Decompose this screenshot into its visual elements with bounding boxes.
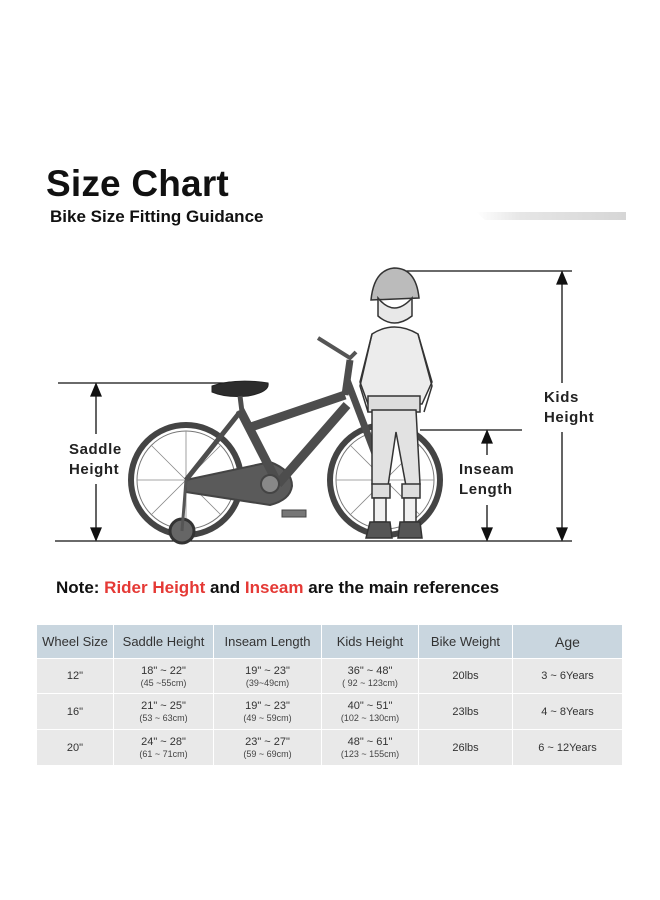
saddle-cm: (61 ~ 71cm) xyxy=(139,749,188,759)
note-rider-height: Rider Height xyxy=(104,578,206,597)
cell-kids xyxy=(322,730,419,766)
table-header-row xyxy=(37,625,623,659)
cell-inseam xyxy=(214,730,322,766)
kids-cm: (102 ~ 130cm) xyxy=(340,713,400,723)
saddle-cm: (45 ~55cm) xyxy=(140,677,187,688)
kids-cm: ( 92 ~ 123cm) xyxy=(342,677,398,688)
cell-kids xyxy=(322,659,419,694)
kids-cm: (123 ~ 155cm) xyxy=(340,749,400,759)
cell-weight: 20lbs xyxy=(419,659,513,694)
header-wheel-size: Wheel Size xyxy=(37,625,114,659)
kids-inches: 48" ~ 61" xyxy=(347,736,393,748)
table-row xyxy=(37,694,623,730)
cell-saddle xyxy=(114,694,214,730)
cell-inseam xyxy=(214,659,322,694)
cell-saddle xyxy=(114,659,214,694)
cell-saddle xyxy=(114,730,214,766)
header-age: Age xyxy=(513,625,623,659)
kids-inches: 40" ~ 51" xyxy=(347,700,393,712)
decorative-bar xyxy=(476,212,626,220)
saddle-label-line-2: Height xyxy=(69,461,120,478)
inseam-inches: 19" ~ 23" xyxy=(245,700,290,712)
inseam-inches: 19" ~ 23" xyxy=(245,664,290,677)
page-subtitle: Bike Size Fitting Guidance xyxy=(50,207,264,226)
header-inseam-length: Inseam Length xyxy=(214,625,322,659)
inseam-label-line-2: Length xyxy=(459,481,513,498)
saddle-inches: 18" ~ 22" xyxy=(141,664,186,677)
note-inseam: Inseam xyxy=(244,578,304,597)
inseam-label-line-1: Inseam xyxy=(459,461,515,478)
table-row xyxy=(37,659,623,694)
cell-age: 3 ~ 6Years xyxy=(513,659,623,694)
saddle-height-label xyxy=(69,440,122,480)
kids-label-line-1: Kids xyxy=(544,389,579,406)
saddle-inches: 24" ~ 28" xyxy=(141,736,186,748)
inseam-cm: (39~49cm) xyxy=(245,677,290,688)
saddle-cm: (53 ~ 63cm) xyxy=(139,713,188,723)
inseam-cm: (49 ~ 59cm) xyxy=(243,713,292,723)
header-bike-weight: Bike Weight xyxy=(419,625,513,659)
cell-kids xyxy=(322,694,419,730)
note-text xyxy=(56,578,499,598)
table-row xyxy=(37,730,623,766)
cell-wheel: 12" xyxy=(37,659,114,694)
header-kids-height: Kids Height xyxy=(322,625,419,659)
saddle-label-line-1: Saddle xyxy=(69,441,122,458)
cell-weight: 26lbs xyxy=(419,730,513,766)
note-and: and xyxy=(205,578,245,597)
saddle-inches: 21" ~ 25" xyxy=(141,700,186,712)
note-prefix: Note: xyxy=(56,578,105,597)
page-title: Size Chart xyxy=(46,163,229,204)
cell-age: 6 ~ 12Years xyxy=(513,730,623,766)
cell-inseam xyxy=(214,694,322,730)
kids-label-line-2: Height xyxy=(544,409,595,426)
cell-weight: 23lbs xyxy=(419,694,513,730)
cell-wheel: 16" xyxy=(37,694,114,730)
cell-age: 4 ~ 8Years xyxy=(513,694,623,730)
kids-height-label xyxy=(544,388,594,428)
kids-inches: 36" ~ 48" xyxy=(347,664,393,677)
header-saddle-height: Saddle Height xyxy=(114,625,214,659)
note-suffix: are the main references xyxy=(303,578,500,597)
kid-figure xyxy=(360,268,432,538)
inseam-inches: 23" ~ 27" xyxy=(245,736,290,748)
inseam-length-label xyxy=(459,460,514,500)
inseam-cm: (59 ~ 69cm) xyxy=(243,749,292,759)
size-table xyxy=(36,624,623,766)
cell-wheel: 20" xyxy=(37,730,114,766)
